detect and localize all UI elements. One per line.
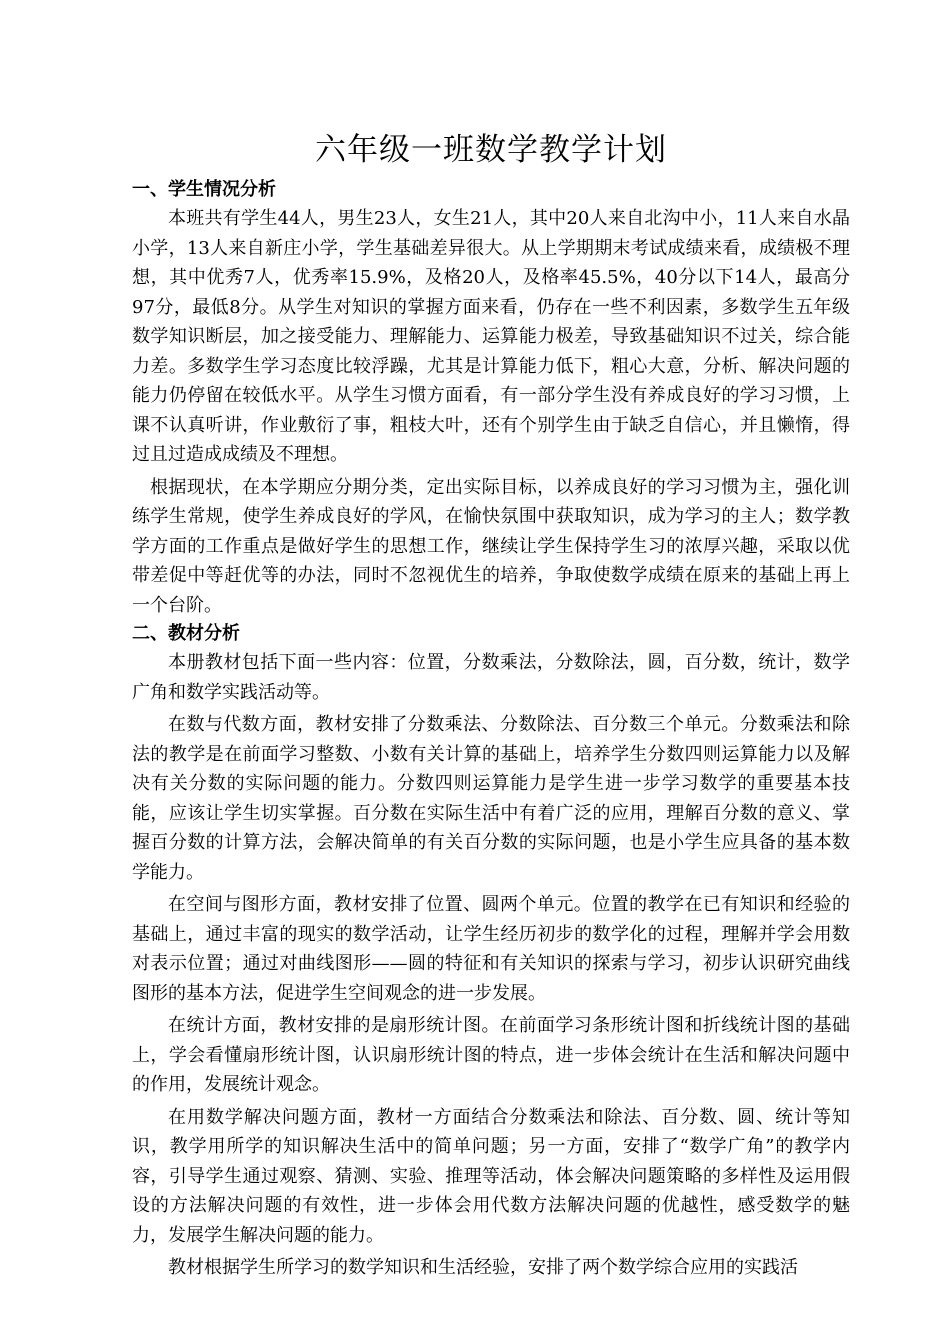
section-heading: 二、教材分析	[132, 623, 240, 644]
paragraph: 在统计方面，教材安排的是扇形统计图。在前面学习条形统计图和折线统计图的基础上，学会看懂扇形统计图，认识扇形统计图的特点，进一步体会统计在生活和解决问题中的作用，发展统计观念。	[132, 1015, 850, 1095]
section-heading: 一、学生情况分析	[132, 179, 276, 200]
section-textbook-analysis	[132, 620, 850, 1283]
paragraph: 根据现状，在本学期应分期分类，定出实际目标，以养成良好的学习习惯为主，强化训练学生常规，使学生养成良好的学风，在愉快氛围中获取知识，成为学习的主人；数学教学方面的工作重点是做好学生的思想工作，继续让学生保持学生习的浓厚兴趣，采取以优带差促中等赶优等的办法，同时不忽视优生的培养，争取使数学成绩在原来的基础上再上一个台阶。	[132, 476, 850, 616]
paragraph: 在数与代数方面，教材安排了分数乘法、分数除法、百分数三个单元。分数乘法和除法的教学是在前面学习整数、小数有关计算的基础上，培养学生分数四则运算能力以及解决有关分数的实际问题的能力。分数四则运算能力是学生进一步学习数学的重要基本技能，应该让学生切实掌握。百分数在实际生活中有着广泛的应用，理解百分数的意义、掌握百分数的计算方法，会解决简单的有关百分数的实际问题，也是小学生应具备的基本数学能力。	[132, 714, 850, 883]
paragraph: 本班共有学生44人，男生23人，女生21人，其中20人来自北沟中小，11人来自水晶小学，13人来自新庄小学，学生基础差异很大。从上学期期末考试成绩来看，成绩极不理想，其中优秀7人，优秀率15.9%，及格20人，及格率45.5%，40分以下14人，最高分97分，最低8分。从学生对知识的掌握方面来看，仍存在一些不利因素，多数学生五年级数学知识断层，加之接受能力、理解能力、运算能力极差，导致基础知识不过关，综合能力差。多数学生学习态度比较浮躁，尤其是计算能力低下，粗心大意，分析、解决问题的能力仍停留在较低水平。从学生习惯方面看，有一部分学生没有养成良好的学习习惯，上课不认真听讲，作业敷衍了事，粗枝大叶，还有个别学生由于缺乏自信心，并且懒惰，得过且过造成成绩及不理想。	[132, 208, 850, 465]
paragraph: 在空间与图形方面，教材安排了位置、圆两个单元。位置的教学在已有知识和经验的基础上，通过丰富的现实的数学活动，让学生经历初步的数学化的过程，理解并学会用数对表示位置；通过对曲线图形——圆的特征和有关知识的探索与学习，初步认识研究曲线图形的基本方法，促进学生空间观念的进一步发展。	[132, 894, 850, 1004]
document-page	[132, 130, 850, 1283]
paragraph: 在用数学解决问题方面，教材一方面结合分数乘法和除法、百分数、圆、统计等知识，教学用所学的知识解决生活中的简单问题；另一方面，安排了“数学广角”的教学内容，引导学生通过观察、猜测、实验、推理等活动，体会解决问题策略的多样性及运用假设的方法解决问题的有效性，进一步体会用代数方法解决问题的优越性，感受数学的魅力，发展学生解决问题的能力。	[132, 1106, 850, 1246]
section-student-analysis	[132, 176, 850, 620]
paragraph: 本册教材包括下面一些内容：位置，分数乘法，分数除法，圆，百分数，统计，数学广角和数学实践活动等。	[132, 652, 850, 703]
paragraph: 教材根据学生所学习的数学知识和生活经验，安排了两个数学综合应用的实践活	[168, 1257, 798, 1278]
document-title: 六年级一班数学教学计划	[315, 132, 667, 168]
